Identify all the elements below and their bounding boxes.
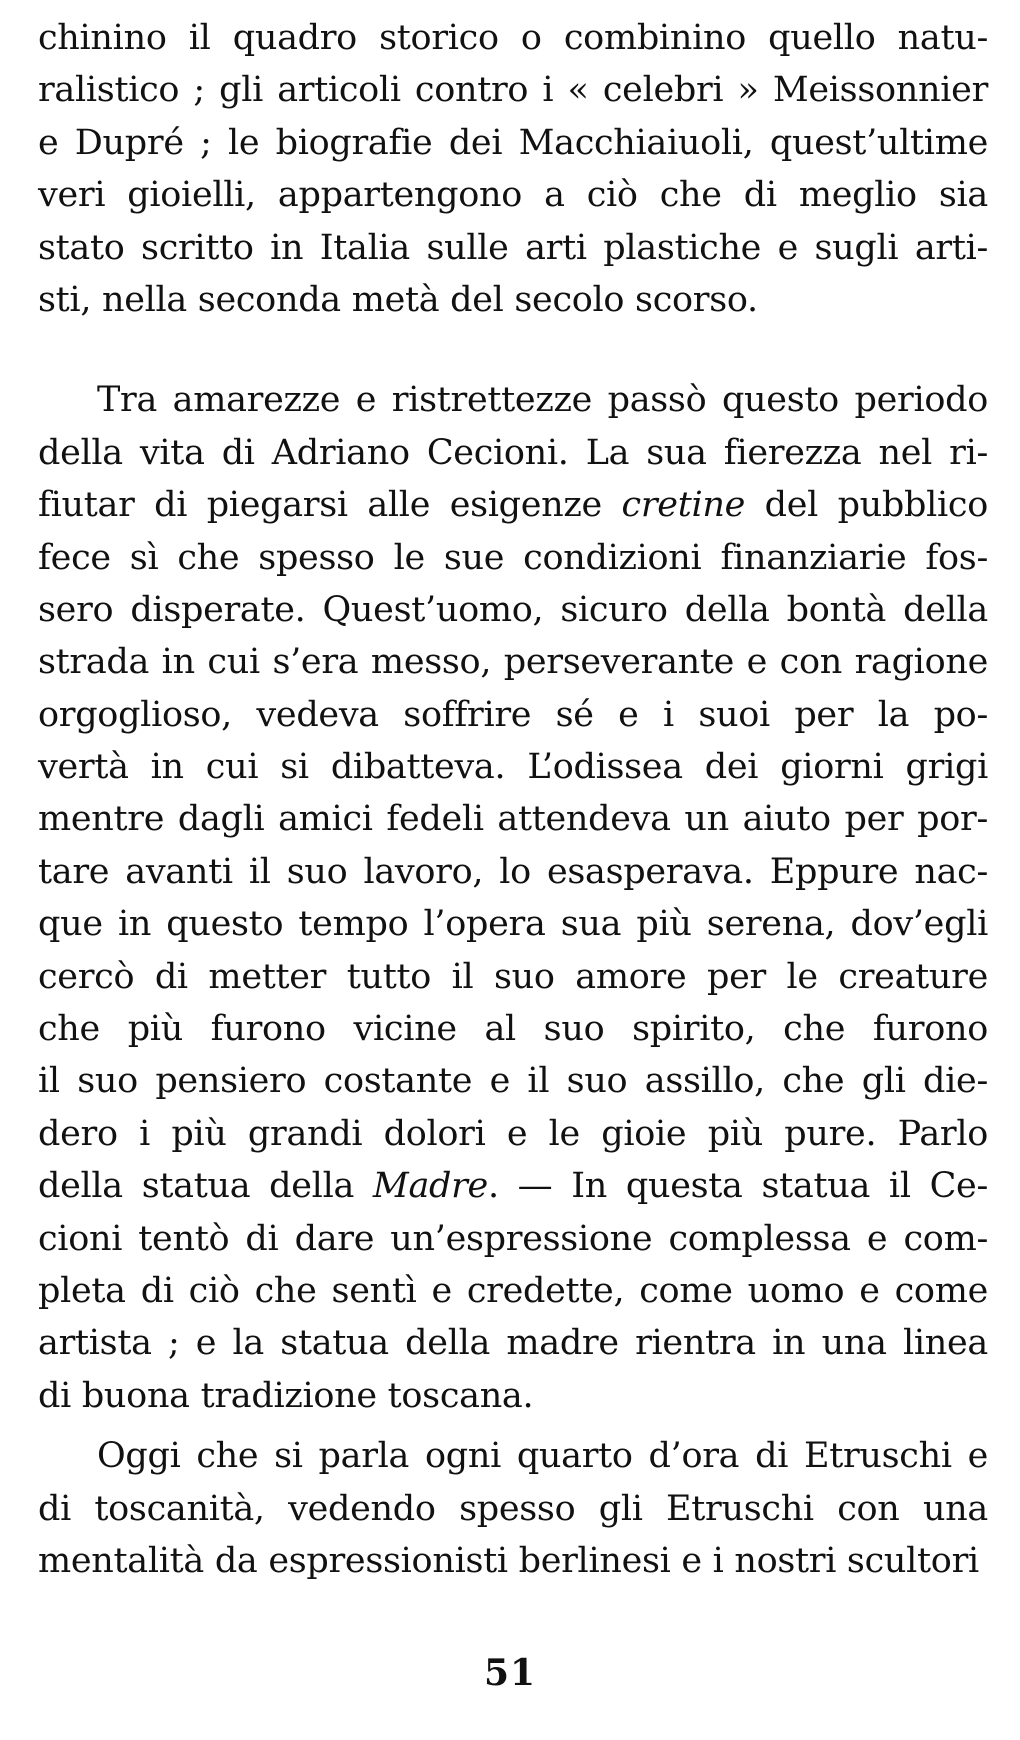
italic-text: cretine [621, 485, 746, 526]
text-line [38, 1483, 988, 1535]
text-segment: fece sì che spesso le sue condizioni finanziarie fos- [38, 537, 988, 578]
text-segment: ralistico ; gli articoli contro i « celebri » Meissonnier [38, 70, 988, 111]
text-line [38, 1108, 988, 1160]
text-segment: dero i più grandi dolori e le gioie più pure. Parlo [38, 1113, 988, 1154]
text-segment: orgoglioso, vedeva soffrire sé e i suoi per la po- [38, 694, 988, 735]
text-segment: che più furono vicine al suo spirito, che furono [38, 1009, 988, 1050]
text-segment: del pubblico [745, 485, 988, 526]
text-line [38, 689, 988, 741]
text-line [38, 1055, 988, 1107]
paragraph-gap [38, 326, 988, 374]
text-segment: mentre dagli amici fedeli attendeva un aiuto per por- [38, 799, 988, 840]
page-number: 51 [483, 1652, 537, 1694]
text-line [38, 1370, 988, 1422]
text-line [38, 427, 988, 479]
text-segment: cioni tentò di dare un’espressione complessa e com- [38, 1218, 988, 1259]
text-line [38, 1213, 988, 1265]
text-segment: il suo pensiero costante e il suo assillo, che gli die- [38, 1061, 988, 1102]
text-segment: strada in cui s’era messo, perseverante e con ragione [38, 642, 988, 683]
text-line [38, 846, 988, 898]
page-body [38, 12, 988, 1587]
paragraph [38, 374, 988, 1422]
text-line [38, 479, 988, 531]
text-line [38, 117, 988, 169]
text-line [38, 951, 988, 1003]
text-segment: Tra amarezze e ristrettezze passò questo periodo [97, 380, 988, 421]
text-line [38, 12, 988, 64]
text-line [38, 1003, 988, 1055]
text-segment: . — In questa statua il Ce- [487, 1166, 988, 1207]
paragraph-gap [38, 1422, 988, 1430]
text-line [38, 169, 988, 221]
text-segment: e Dupré ; le biografie dei Macchiaiuoli, quest’ultime [38, 122, 988, 163]
text-line [38, 64, 988, 116]
text-segment: cercò di metter tutto il suo amore per le creature [38, 956, 988, 997]
text-line [38, 1535, 988, 1587]
text-segment: della statua della [38, 1166, 373, 1207]
text-segment: chinino il quadro storico o combinino quello natu- [38, 18, 988, 58]
text-segment: stato scritto in Italia sulle arti plastiche e sugli arti- [38, 227, 988, 268]
text-line [38, 584, 988, 636]
text-segment: della vita di Adriano Cecioni. La sua fierezza nel ri- [38, 432, 988, 473]
text-line [38, 222, 988, 274]
text-segment: mentalità da espressionisti berlinesi e i nostri scultori [38, 1540, 979, 1581]
italic-text: Madre [372, 1166, 488, 1207]
text-segment: que in questo tempo l’opera sua più serena, dov’egli [38, 904, 988, 945]
text-line [38, 1160, 988, 1212]
text-segment: artista ; e la statua della madre rientra in una linea [38, 1323, 988, 1364]
text-segment: tare avanti il suo lavoro, lo esasperava. Eppure nac- [38, 851, 988, 892]
paragraph [38, 1430, 988, 1587]
text-line [38, 741, 988, 793]
text-segment: sero disperate. Quest’uomo, sicuro della bontà della [38, 589, 988, 630]
text-line [38, 274, 988, 326]
text-line [38, 898, 988, 950]
text-line [38, 636, 988, 688]
paragraph [38, 12, 988, 326]
text-line [38, 1317, 988, 1369]
text-segment: veri gioielli, appartengono a ciò che di meglio sia [38, 175, 988, 216]
text-line [38, 374, 988, 426]
text-segment: fiutar di piegarsi alle esigenze [38, 485, 622, 526]
text-segment: sti, nella seconda metà del secolo scorso. [38, 279, 758, 320]
text-line [38, 793, 988, 845]
text-line [38, 532, 988, 584]
text-segment: vertà in cui si dibatteva. L’odissea dei giorni grigi [38, 747, 988, 788]
text-segment: di buona tradizione toscana. [38, 1375, 534, 1416]
text-line [38, 1430, 988, 1482]
text-segment: pleta di ciò che sentì e credette, come uomo e come [38, 1270, 988, 1311]
text-line [38, 1265, 988, 1317]
text-segment: Oggi che si parla ogni quarto d’ora di Etruschi e [97, 1436, 988, 1477]
text-segment: di toscanità, vedendo spesso gli Etruschi con una [38, 1488, 988, 1529]
